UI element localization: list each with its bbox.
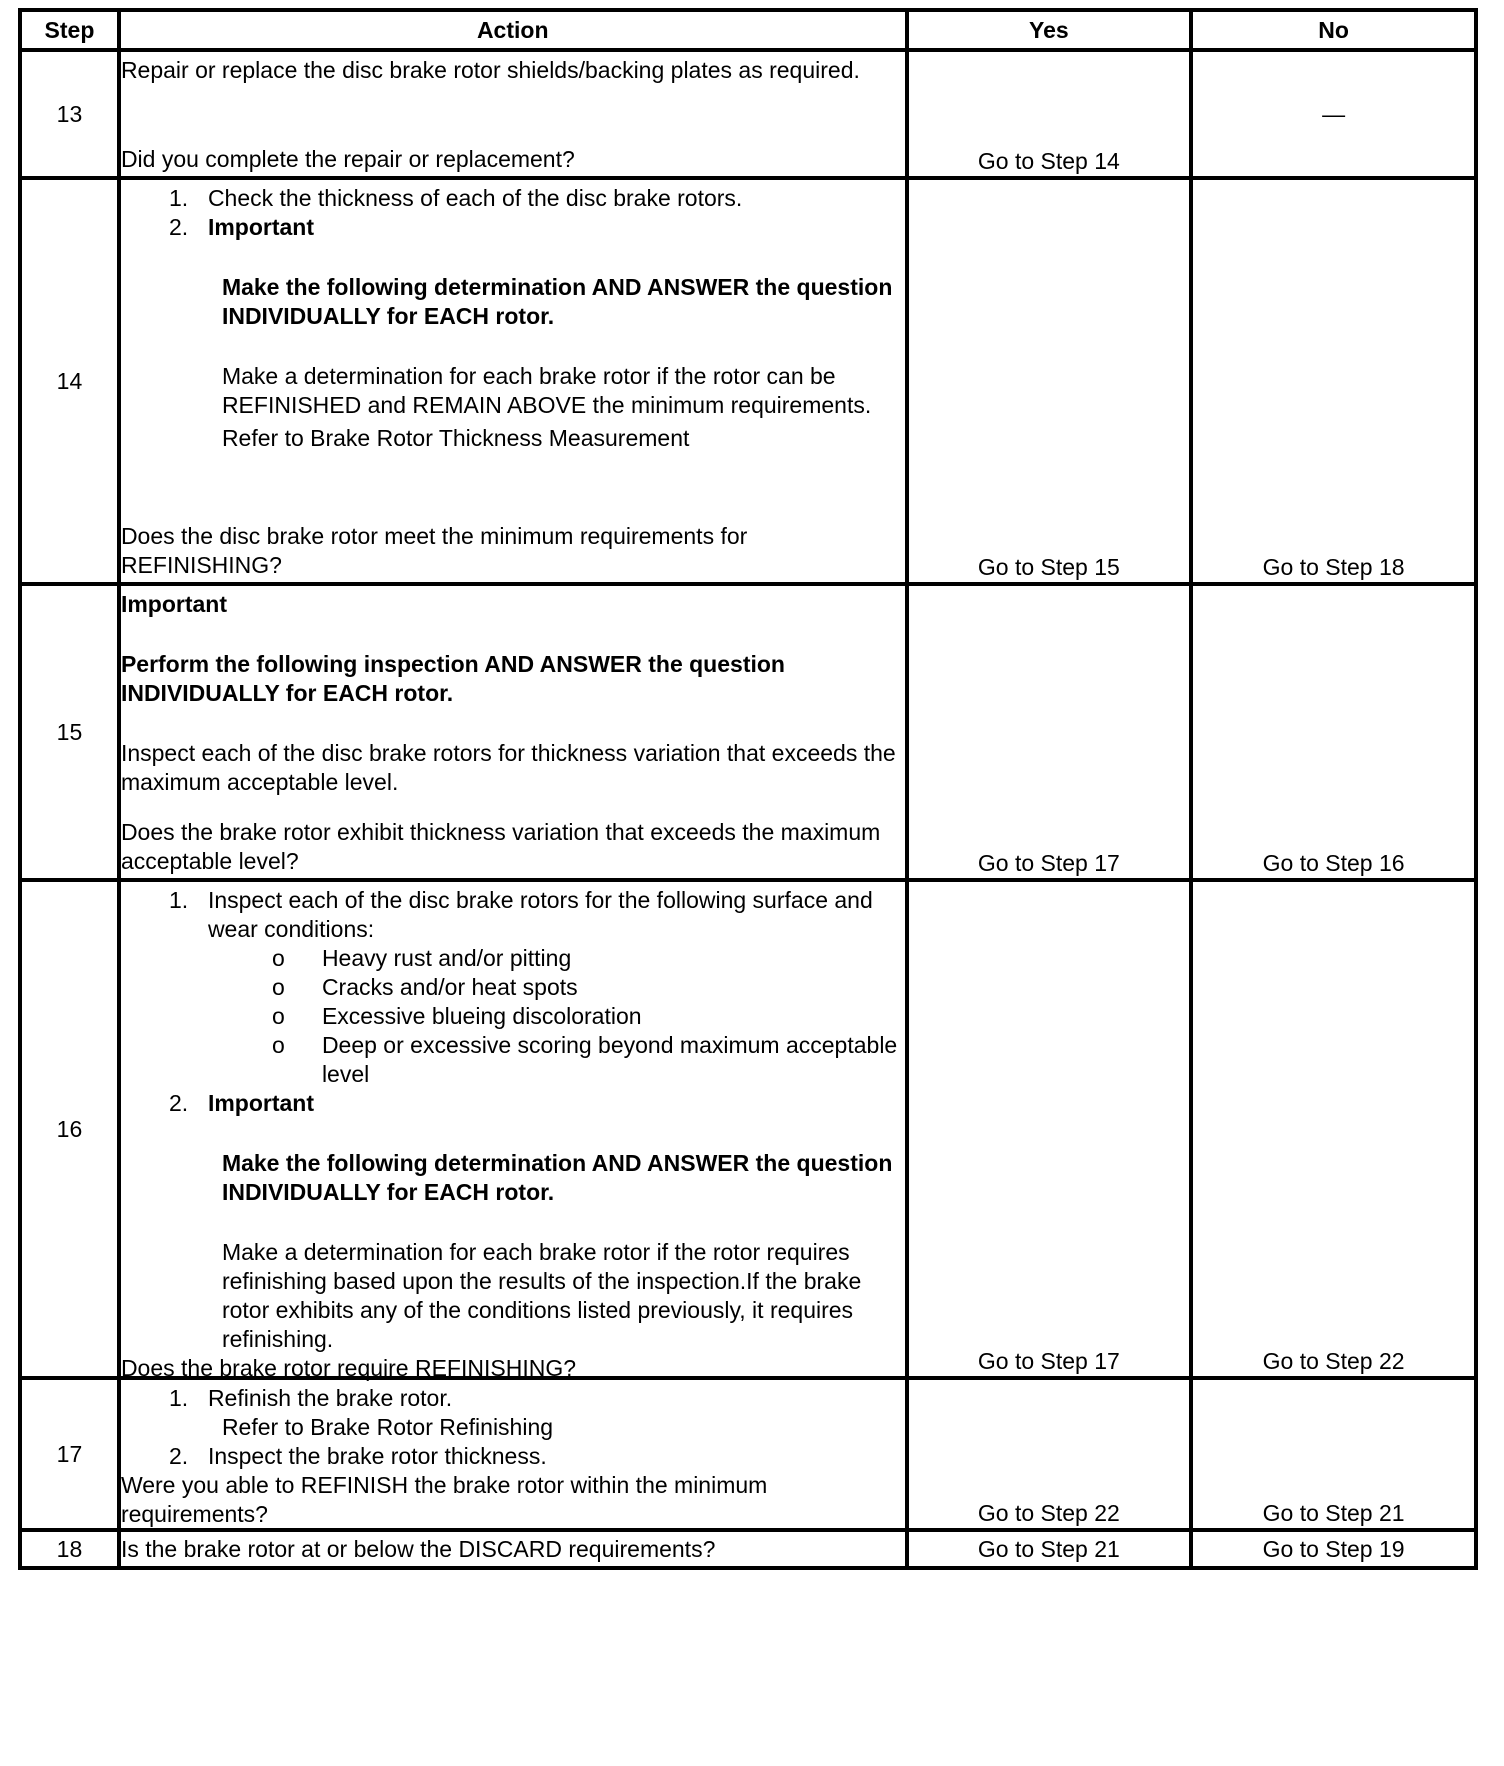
step-number: 14 (20, 178, 119, 584)
yes-result: Go to Step 17 (907, 584, 1192, 880)
no-result: Go to Step 22 (1191, 880, 1476, 1378)
action-cell (119, 1378, 907, 1530)
important-note: Make the following determination AND ANSWER the question INDIVIDUALLY for EACH rotor. (221, 1150, 893, 1205)
table-row (20, 1530, 1476, 1568)
action-cell (119, 1530, 907, 1568)
yes-result: Go to Step 21 (907, 1530, 1192, 1568)
item-text: Refinish the brake rotor. (207, 1385, 453, 1411)
numbered-item (121, 213, 905, 242)
diagnostic-table (18, 8, 1478, 1570)
bullet-icon: o (271, 1032, 285, 1058)
action-cell (119, 178, 907, 584)
bullet-text: Heavy rust and/or pitting (321, 945, 572, 971)
action-question: Were you able to REFINISH the brake rotor within the minimum requirements? (120, 1472, 768, 1527)
action-cell (119, 584, 907, 880)
header-step: Step (20, 10, 119, 50)
header-no: No (1191, 10, 1476, 50)
step-number: 17 (20, 1378, 119, 1530)
no-result: Go to Step 21 (1191, 1378, 1476, 1530)
step-number: 13 (20, 50, 119, 178)
reference-text: Refer to Brake Rotor Thickness Measurement (221, 425, 690, 451)
item-text: Inspect the brake rotor thickness. (207, 1443, 547, 1469)
table-header-row (20, 10, 1476, 50)
numbered-item (121, 1384, 905, 1413)
item-number: 1. (168, 1385, 189, 1411)
action-question: Does the brake rotor exhibit thickness variation that exceeds the maximum acceptable level? (120, 819, 881, 874)
table-row (20, 50, 1476, 178)
header-action: Action (119, 10, 907, 50)
no-result: Go to Step 16 (1191, 584, 1476, 880)
important-label: Important (207, 1090, 314, 1116)
item-number: 1. (168, 185, 189, 211)
important-note: Perform the following inspection AND ANSWER the question INDIVIDUALLY for EACH rotor. (120, 651, 785, 706)
yes-result: Go to Step 22 (907, 1378, 1192, 1530)
table-row (20, 178, 1476, 584)
important-label: Important (207, 214, 314, 240)
bullet-item (121, 1031, 905, 1089)
header-yes: Yes (907, 10, 1192, 50)
yes-result: Go to Step 17 (907, 880, 1192, 1378)
item-number: 1. (168, 887, 189, 913)
action-question: Is the brake rotor at or below the DISCARD requirements? (120, 1535, 716, 1562)
numbered-item (121, 184, 905, 213)
bullet-icon: o (271, 974, 285, 1000)
action-cell (119, 880, 907, 1381)
item-number: 2. (168, 1443, 189, 1469)
yes-result: Go to Step 14 (907, 50, 1192, 178)
reference-text: Refer to Brake Rotor Refinishing (221, 1414, 554, 1440)
bullet-text: Deep or excessive scoring beyond maximum acceptable level (321, 1032, 898, 1087)
important-label: Important (120, 591, 227, 617)
item-text: Inspect each of the disc brake rotors for the following surface and wear conditions: (207, 887, 873, 942)
table-row (20, 1378, 1476, 1530)
bullet-text: Excessive blueing discoloration (321, 1003, 642, 1029)
step-number: 18 (20, 1530, 119, 1568)
action-cell (119, 50, 907, 178)
action-text: Inspect each of the disc brake rotors for thickness variation that exceeds the maximum acceptable level. (120, 740, 896, 795)
numbered-item (121, 886, 905, 944)
bullet-icon: o (271, 945, 285, 971)
bullet-text: Cracks and/or heat spots (321, 974, 578, 1000)
table-row (20, 584, 1476, 880)
action-text: Make a determination for each brake rotor if the rotor can be REFINISHED and REMAIN ABOVE the minimum requirements. (221, 363, 872, 418)
bullet-item (121, 1002, 905, 1031)
important-note: Make the following determination AND ANSWER the question INDIVIDUALLY for EACH rotor. (221, 274, 893, 329)
table-row (20, 880, 1476, 1378)
no-result: Go to Step 18 (1191, 178, 1476, 584)
item-text: Check the thickness of each of the disc brake rotors. (207, 185, 743, 211)
numbered-item (121, 1089, 905, 1118)
step-number: 15 (20, 584, 119, 880)
bullet-item (121, 973, 905, 1002)
action-text: Make a determination for each brake rotor if the rotor requires refinishing based upon the results of the inspection.If the brake rotor exhibits any of the conditions listed previously, it requires refinishing. (221, 1239, 862, 1352)
action-question: Does the brake rotor require REFINISHING? (120, 1355, 576, 1381)
no-result: — (1191, 50, 1476, 178)
action-question: Does the disc brake rotor meet the minimum requirements for REFINISHING? (120, 523, 748, 578)
bullet-icon: o (271, 1003, 285, 1029)
no-result: Go to Step 19 (1191, 1530, 1476, 1568)
item-number: 2. (168, 214, 189, 240)
numbered-item (121, 1442, 905, 1471)
action-text: Repair or replace the disc brake rotor shields/backing plates as required. (120, 57, 860, 83)
bullet-item (121, 944, 905, 973)
yes-result: Go to Step 15 (907, 178, 1192, 584)
step-number: 16 (20, 880, 119, 1378)
item-number: 2. (168, 1090, 189, 1116)
action-question: Did you complete the repair or replacement? (120, 146, 575, 172)
